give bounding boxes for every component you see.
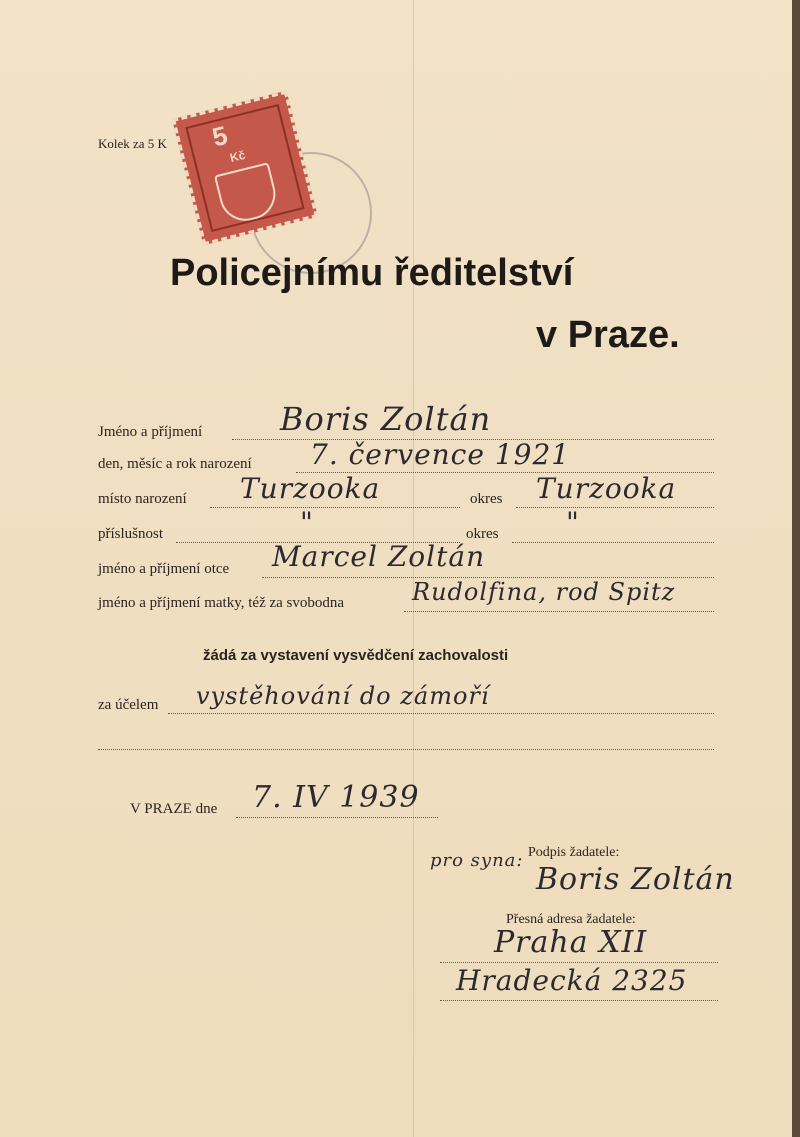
address-line1: Praha XII	[494, 925, 648, 960]
revenue-stamp	[172, 91, 318, 246]
signature-prefix: pro syna:	[430, 850, 524, 871]
birthdate-value: 7. července 1921	[310, 438, 571, 471]
signature-label: Podpis žadatele:	[528, 845, 620, 860]
district2-label: okres	[466, 526, 499, 542]
birthplace-value: Turzooka	[240, 472, 381, 505]
stamp-currency: Kč	[228, 147, 247, 166]
nationality-value: "	[300, 506, 314, 539]
place-date-label: V PRAZE dne	[130, 801, 218, 817]
address-label: Přesná adresa žadatele:	[506, 912, 636, 927]
name-value: Boris Zoltán	[280, 400, 492, 438]
purpose-label: za účelem	[98, 697, 159, 713]
mother-value: Rudolfina, rod Spitz	[412, 578, 676, 606]
district-label: okres	[470, 491, 503, 507]
district-value: Turzooka	[536, 472, 677, 505]
nationality-label: příslušnost	[98, 526, 164, 542]
stamp-value: 5	[209, 119, 231, 153]
heading-line2: v Praze.	[536, 314, 680, 356]
mother-label: jméno a příjmení matky, též za svobodna	[98, 595, 345, 611]
father-value: Marcel Zoltán	[272, 540, 486, 573]
signature-value: Boris Zoltán	[536, 862, 735, 897]
birthdate-label: den, měsíc a rok narození	[98, 456, 252, 472]
district2-value: "	[566, 506, 580, 539]
father-label: jméno a příjmení otce	[98, 561, 230, 577]
name-label: Jméno a příjmení	[98, 424, 203, 440]
birthplace-label: místo narození	[98, 491, 187, 507]
address-line2: Hradecká 2325	[456, 964, 688, 997]
purpose-value: vystěhování do zámoří	[196, 682, 490, 710]
stamp-prefix-label: Kolek za 5 K	[98, 136, 167, 151]
request-text: žádá za vystavení vysvědčení zachovalosti	[203, 647, 509, 664]
heading-line1: Policejnímu ředitelství	[170, 252, 574, 294]
place-date-value: 7. IV 1939	[252, 780, 420, 815]
